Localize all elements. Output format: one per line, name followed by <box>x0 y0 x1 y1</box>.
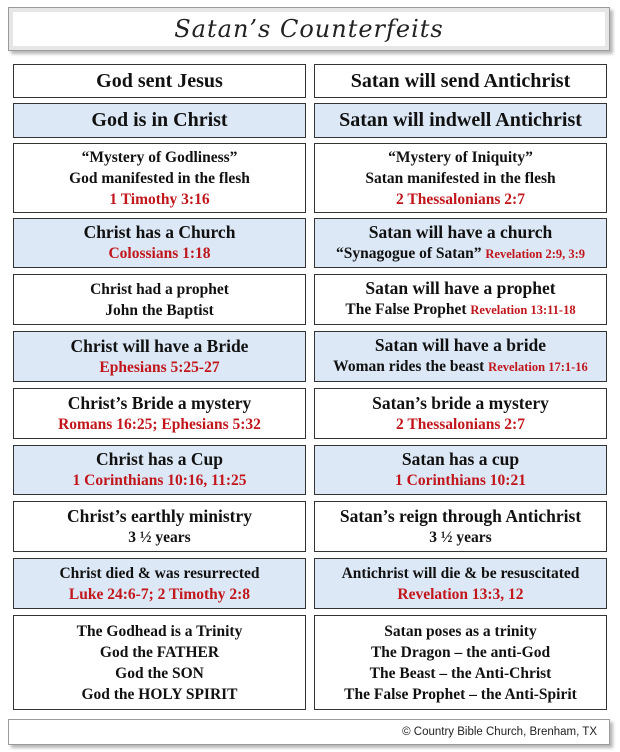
cell-line: God sent Jesus <box>96 69 223 92</box>
cell-line: Christ will have a Bride <box>70 335 249 356</box>
comparison-cell-left <box>13 615 306 710</box>
cell-line: Satan manifested in the flesh <box>365 169 556 187</box>
cell-line: The Dragon – the anti-God <box>370 643 551 661</box>
comparison-cell-left <box>13 218 306 268</box>
cell-line: 3 ½ years <box>128 528 191 546</box>
cell-line: The Beast – the Anti-Christ <box>369 664 552 682</box>
cell-line: Antichrist will die & be resuscitated <box>341 564 580 582</box>
cell-line: “Mystery of Godliness” <box>81 148 238 166</box>
cell-line: Satan will indwell Antichrist <box>339 109 582 131</box>
comparison-cell-right <box>314 218 607 268</box>
comparison-cell-left <box>13 445 306 495</box>
cell-line: Satan’s reign through Antichrist <box>339 505 582 526</box>
copyright-text: © Country Bible Church, Brenham, TX <box>402 726 597 738</box>
cell-line: Satan will have a church <box>368 221 553 242</box>
cell-line-text: “Synagogue of Satan” <box>335 244 482 262</box>
cell-line: Christ has a Cup <box>96 449 223 469</box>
cell-line: The False Prophet – the Anti-Spirit <box>344 685 577 703</box>
scripture-reference: 2 Thessalonians 2:7 <box>396 415 525 433</box>
comparison-cell-right <box>314 615 607 710</box>
cell-line: God is in Christ <box>91 109 228 131</box>
comparison-cell-right <box>314 143 607 213</box>
scripture-reference: 2 Thessalonians 2:7 <box>396 190 525 208</box>
comparison-cell-left <box>13 64 306 98</box>
scripture-reference: Revelation 13:3, 12 <box>397 585 524 603</box>
scripture-reference: Revelation 13:11-18 <box>470 303 576 317</box>
cell-line: Satan will have a bride <box>374 335 547 355</box>
cell-line: Christ’s Bride a mystery <box>67 392 252 413</box>
cell-line: God manifested in the flesh <box>69 169 250 187</box>
comparison-cell-left <box>13 331 306 382</box>
comparison-cell-left <box>13 501 306 552</box>
cell-line: God the HOLY SPIRIT <box>81 685 238 703</box>
cell-line: Satan has a cup <box>401 449 520 469</box>
cell-line: Christ had a prophet <box>90 280 229 298</box>
comparison-cell-left <box>13 143 306 213</box>
cell-line: Satan poses as a trinity <box>384 622 537 640</box>
cell-line <box>345 299 575 321</box>
cell-line: The Godhead is a Trinity <box>76 622 243 640</box>
cell-line: God the FATHER <box>99 643 220 661</box>
scripture-reference: Luke 24:6-7; 2 Timothy 2:8 <box>68 585 251 603</box>
cell-line: God the SON <box>115 664 204 682</box>
title-banner <box>8 7 610 51</box>
cell-line <box>336 243 585 265</box>
cell-line: “Mystery of Iniquity” <box>388 148 533 166</box>
comparison-cell-right <box>314 445 607 495</box>
cell-line: Satan’s bride a mystery <box>372 392 549 413</box>
scripture-reference: Colossians 1:18 <box>108 245 211 262</box>
comparison-cell-right <box>314 501 607 552</box>
comparison-cell-right <box>314 103 607 138</box>
cell-line: Christ died & was resurrected <box>59 564 260 582</box>
scripture-reference: 1 Corinthians 10:16, 11:25 <box>72 472 247 489</box>
scripture-reference: Revelation 17:1-16 <box>488 360 588 374</box>
page-title: Satan’s Counterfeits <box>174 15 444 43</box>
scripture-reference: Revelation 2:9, 3:9 <box>485 246 586 261</box>
cell-line-text: The False Prophet <box>345 301 467 318</box>
comparison-cell-left <box>13 388 306 439</box>
comparison-cell-left <box>13 558 306 609</box>
scripture-reference: Ephesians 5:25-27 <box>99 358 220 376</box>
cell-line-text: Woman rides the beast <box>333 358 485 375</box>
comparison-cell-right <box>314 388 607 439</box>
scripture-reference: 1 Corinthians 10:21 <box>395 472 526 489</box>
cell-line: John the Baptist <box>105 301 214 319</box>
comparison-cell-left <box>13 103 306 138</box>
cell-line: 3 ½ years <box>429 528 492 546</box>
cell-line: Satan will have a prophet <box>365 278 556 298</box>
comparison-cell-right <box>314 331 607 382</box>
scripture-reference: 1 Timothy 3:16 <box>109 190 210 208</box>
comparison-cell-left <box>13 274 306 325</box>
cell-line <box>333 356 588 378</box>
comparison-cell-right <box>314 558 607 609</box>
cell-line: Christ’s earthly ministry <box>66 505 253 526</box>
cell-line: Satan will send Antichrist <box>350 69 571 92</box>
copyright-footer <box>8 719 610 745</box>
scripture-reference: Romans 16:25; Ephesians 5:32 <box>58 415 261 433</box>
comparison-cell-right <box>314 64 607 98</box>
cell-line: Christ has a Church <box>83 222 236 242</box>
comparison-cell-right <box>314 274 607 325</box>
